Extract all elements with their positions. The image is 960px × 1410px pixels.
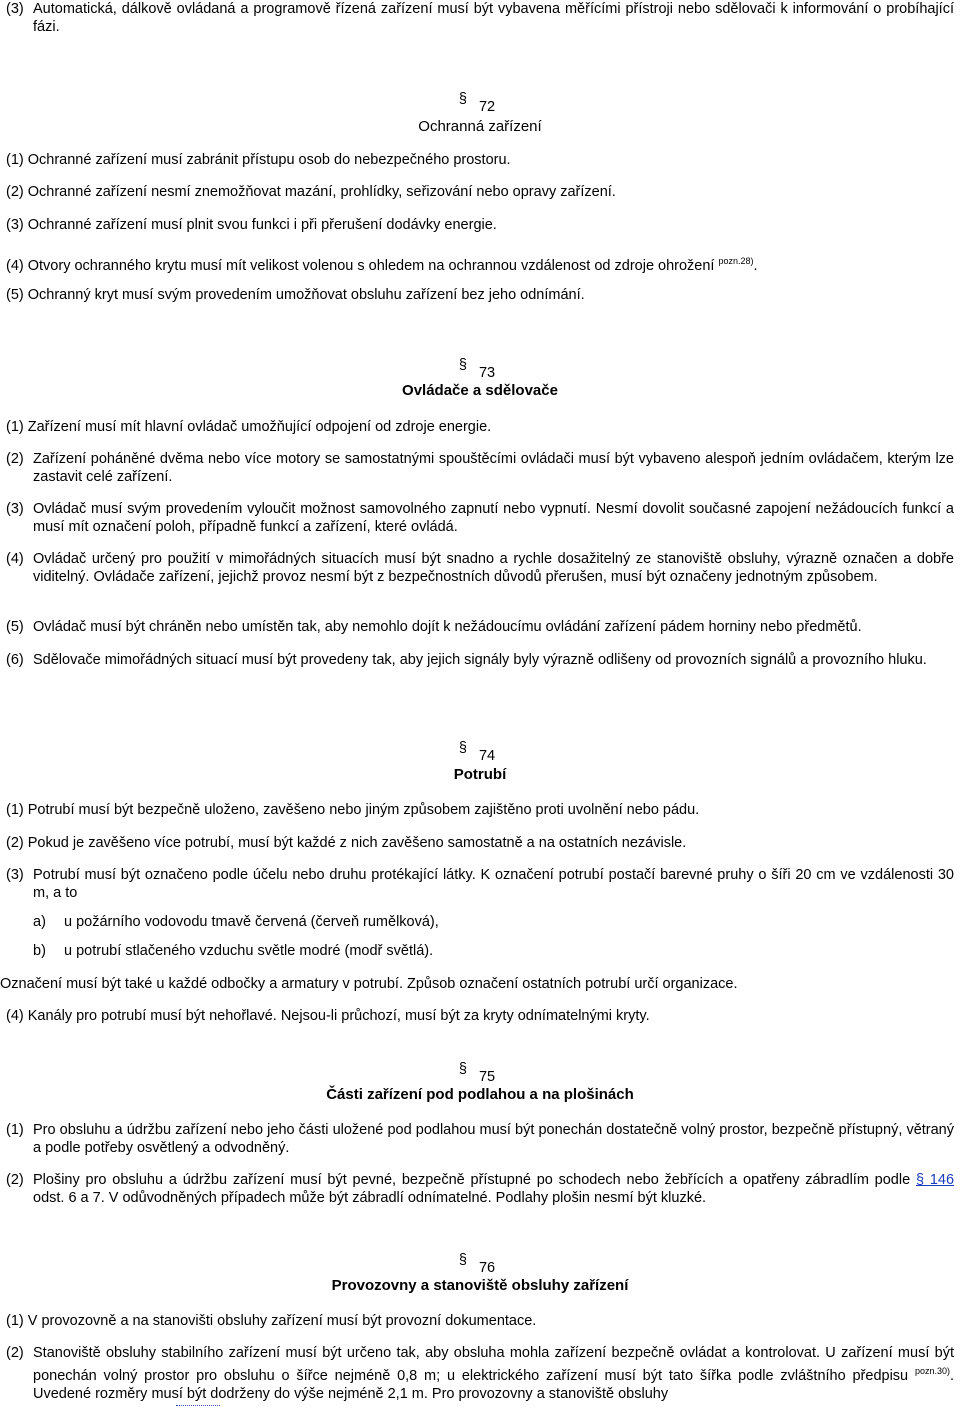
paragraph-73-6: (6) Sdělovače mimořádných situací musí být provedeny tak, aby jejich signály byly výrazně odlišeny od provozních signálů a provozního hluku.: [6, 652, 927, 668]
section-number-74: § 74: [458, 740, 496, 764]
paragraph-73-4: (4) Ovládač určený pro použití v mimořádných situacích musí být snadno a rychle dosažitelný ze stanoviště obsluhy, výrazně označen a dobře viditelný. Ovládače zařízení, jejichž provoz nesmí být z bezpečnostních důvodů přerušen, musí být označeny jednotným způsobem.: [6, 551, 954, 585]
section-number-76: § 76: [458, 1252, 496, 1276]
section-title-73: Ovládače a sdělovače: [402, 382, 558, 399]
paragraph-74-note: Označení musí být také u každé odbočky a armatury v potrubí. Způsob označení ostatních potrubí určí organizace.: [0, 976, 738, 992]
paragraph-73-5: (5) Ovládač musí být chráněn nebo umístěn tak, aby nemohlo dojít k nežádoucímu ovládání zařízení pádem horniny nebo předmětů.: [6, 619, 862, 635]
paragraph-74-2: (2) Pokud je zavěšeno více potrubí, musí být každé z nich zavěšeno samostatně a na ostatních nezávisle.: [6, 835, 687, 851]
paragraph-71-3: (3) Automatická, dálkově ovládaná a programově řízená zařízení musí být vybavena měřícími přístroji nebo sdělovači k informování o probíhající fázi.: [6, 1, 954, 35]
paragraph-73-3: (3) Ovládač musí svým provedením vyloučit možnost samovolného zapnutí nebo vypnutí. Nesmí dovolit současné zapojení nežádoucích funkcí a musí mít označení poloh, případně funkcí a zařízení, které ovládá.: [6, 501, 954, 535]
paragraph-75-1: (1) Pro obsluhu a údržbu zařízení nebo jeho části uložené pod podlahou musí být ponechán dostatečně volný prostor, bezpečně přístupný, větraný a podle potřeby osvětlený a odvodněný.: [6, 1122, 954, 1156]
paragraph-72-2: (2) Ochranné zařízení nesmí znemožňovat mazání, prohlídky, seřizování nebo opravy zařízení.: [6, 184, 616, 200]
list-item-b: b) u potrubí stlačeného vzduchu světle modré (modř světlá).: [33, 943, 434, 959]
section-title-72: Ochranná zařízení: [418, 118, 542, 135]
paragraph-72-1: (1) Ochranné zařízení musí zabránit přístupu osob do nebezpečného prostoru.: [6, 152, 511, 168]
footnote-ref: pozn.28): [718, 256, 754, 266]
paragraph-72-5: (5) Ochranný kryt musí svým provedením umožňovat obsluhu zařízení bez jeho odnímání.: [6, 287, 585, 303]
section-number-73: § 73: [458, 357, 496, 381]
section-number-72: § 72: [458, 91, 496, 115]
paragraph-76-1: (1) V provozovně a na stanovišti obsluhy zařízení musí být provozní dokumentace.: [6, 1313, 537, 1329]
footnote-link-underline: [176, 1404, 220, 1406]
footnote-ref[interactable]: pozn.30): [914, 1366, 950, 1376]
section-title-76: Provozovny a stanoviště obsluhy zařízení: [331, 1277, 629, 1294]
paragraph-73-2: (2) Zařízení poháněné dvěma nebo více motory se samostatnými spouštěcími ovládači musí být vybaveno alespoň jedním ovládačem, kterým lze zastavit celé zařízení.: [6, 451, 954, 485]
paragraph-72-4: (4) Otvory ochranného krytu musí mít velikost volenou s ohledem na ochrannou vzdálenost od zdroje ohrožení $^{pozn.28)}$.: [6, 256, 758, 274]
section-title-75: Části zařízení pod podlahou a na plošinách: [326, 1086, 634, 1103]
paragraph-73-1: (1) Zařízení musí mít hlavní ovládač umožňující odpojení od zdroje energie.: [6, 419, 492, 435]
paragraph-72-3: (3) Ochranné zařízení musí plnit svou funkci i při přerušení dodávky energie.: [6, 217, 497, 233]
paragraph-75-2: (2) Plošiny pro obsluhu a údržbu zařízení musí být pevné, bezpečně přístupné po schodech nebo žebřících a opatřeny zábradlím podle § 146 odst. 6 a 7. V odůvodněných případech může být zábradlí odnímatelné. Podlahy plošin nesmí být kluzké.: [6, 1172, 955, 1206]
paragraph-76-2: (2) Stanoviště obsluhy stabilního zařízení musí být určeno tak, aby obsluha mohla zařízení bezpečně ovládat a kontrolovat. U zařízení musí být ponechán volný prostor pro obsluhu o šířce nejméně 0,8 m; u elektrického zařízení musí být tato šířka podle zvláštního předpisu $^{pozn.30)}$. Uvedené rozměry musí být dodrženy do výše nejméně 2,1 m. Pro provozovny a stanoviště obsluhy: [6, 1345, 954, 1402]
section-title-74: Potrubí: [453, 766, 507, 783]
paragraph-74-1: (1) Potrubí musí být bezpečně uloženo, zavěšeno nebo jiným způsobem zajištěno proti uvolnění nebo pádu.: [6, 802, 700, 818]
list-item-a: a) u požárního vodovodu tmavě červená (červeň rumělková),: [33, 914, 439, 930]
section-link-146[interactable]: § 146: [915, 1172, 955, 1188]
paragraph-74-4: (4) Kanály pro potrubí musí být nehořlavé. Nejsou-li průchozí, musí být za kryty odnímatelnými kryty.: [6, 1008, 650, 1024]
section-number-75: § 75: [458, 1061, 496, 1085]
paragraph-74-3: (3) Potrubí musí být označeno podle účelu nebo druhu protékající látky. K označení potrubí postačí barevné pruhy o šíři 20 cm ve vzdálenosti 30 m, a to: [6, 867, 954, 901]
